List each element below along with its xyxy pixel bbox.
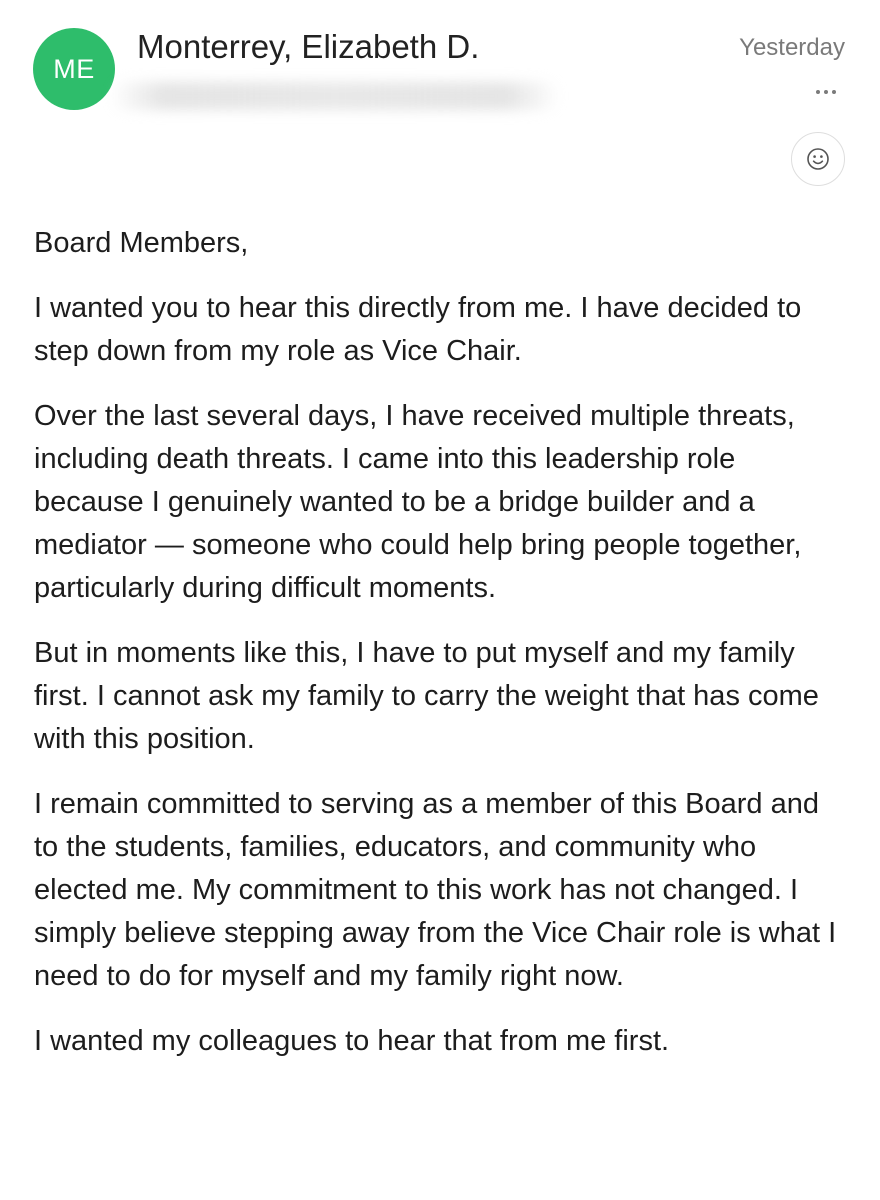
more-horizontal-icon xyxy=(816,90,820,94)
email-paragraph: Over the last several days, I have received multiple threats, including death threats. I came into this leadership role because I genuinely wanted to be a bridge builder and a mediator — someone who could help bring people together, particularly during difficult moments. xyxy=(34,400,802,604)
email-paragraph: But in moments like this, I have to put myself and my family first. I cannot ask my family to carry the weight that has come with this position. xyxy=(34,637,819,755)
email-timestamp: Yesterday xyxy=(739,34,845,61)
email-greeting: Board Members, xyxy=(34,227,249,259)
more-horizontal-icon-dot xyxy=(832,90,836,94)
avatar-initials: ME xyxy=(53,53,95,84)
sender-email-redacted xyxy=(110,82,560,110)
email-paragraph: I wanted my colleagues to hear that from me first. xyxy=(34,1025,670,1057)
email-paragraph: I wanted you to hear this directly from me. I have decided to step down from my role as Vice Chair. xyxy=(34,292,802,367)
email-paragraph: I remain committed to serving as a member of this Board and to the students, families, educators, and community who elected me. My commitment to this work has not changed. I simply believe stepping away from the Vice Chair role is what I need to do for myself and my family right now. xyxy=(34,788,837,992)
more-options-button[interactable] xyxy=(808,82,844,102)
sender-avatar[interactable] xyxy=(33,28,115,110)
smiley-face-icon xyxy=(806,147,830,171)
add-reaction-button[interactable] xyxy=(791,132,845,186)
email-body xyxy=(34,222,844,1085)
sender-name[interactable]: Monterrey, Elizabeth D. xyxy=(137,28,480,65)
email-header xyxy=(0,0,880,200)
more-horizontal-icon-dot xyxy=(824,90,828,94)
